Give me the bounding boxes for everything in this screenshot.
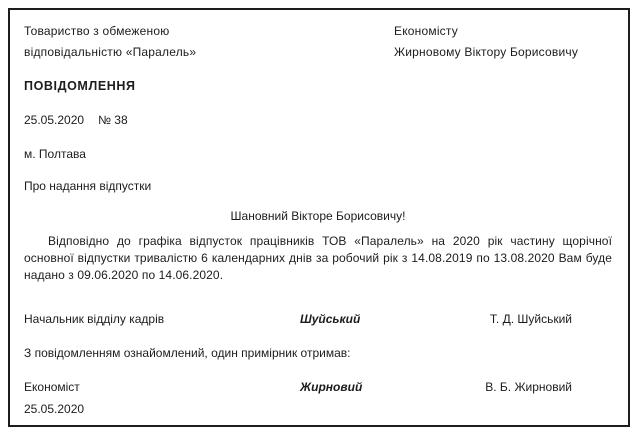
document-title: ПОВІДОМЛЕННЯ [24,79,136,93]
document-city: м. Полтава [24,147,86,161]
document-date: 25.05.2020 [24,113,85,127]
sender-block [24,21,196,63]
salutation-line: Шановний Вікторе Борисовичу! [230,209,406,223]
date-number-line [24,113,612,127]
signature-autograph: Шуйський [300,312,361,326]
signatory-name: В. Б. Жирновий [485,380,572,394]
document-header [24,21,612,63]
recipient-line-2: Жирновому Віктору Борисовичу [394,45,579,59]
sender-line-1: Товариство з обмеженою [24,24,170,38]
document-number: № 38 [98,113,128,127]
signatory-position: Економіст [24,380,80,394]
signature-row-hr-head [24,312,612,326]
acknowledgment-line: З повідомленням ознайомлений, один примірник отримав: [24,346,351,360]
body-paragraph: Відповідно до графіка відпусток працівників ТОВ «Паралель» на 2020 рік частину щорічної основної відпустки тривалістю 6 календарних днів за робочий рік з 14.08.2019 по 13.08.2020 Вам буде надано з 09.06.2020 по 14.06.2020. [24,234,612,282]
signature-autograph: Жирновий [300,380,363,394]
sender-line-2: відповідальністю «Паралель» [24,45,197,59]
document-page [8,8,630,427]
recipient-block [394,21,612,63]
signature-row-economist [24,380,612,394]
signatory-position: Начальник відділу кадрів [24,312,165,326]
signatory-name: Т. Д. Шуйський [489,312,572,326]
recipient-line-1: Економісту [394,24,458,38]
footer-date: 25.05.2020 [24,402,85,416]
document-subject: Про надання відпустки [24,179,152,193]
